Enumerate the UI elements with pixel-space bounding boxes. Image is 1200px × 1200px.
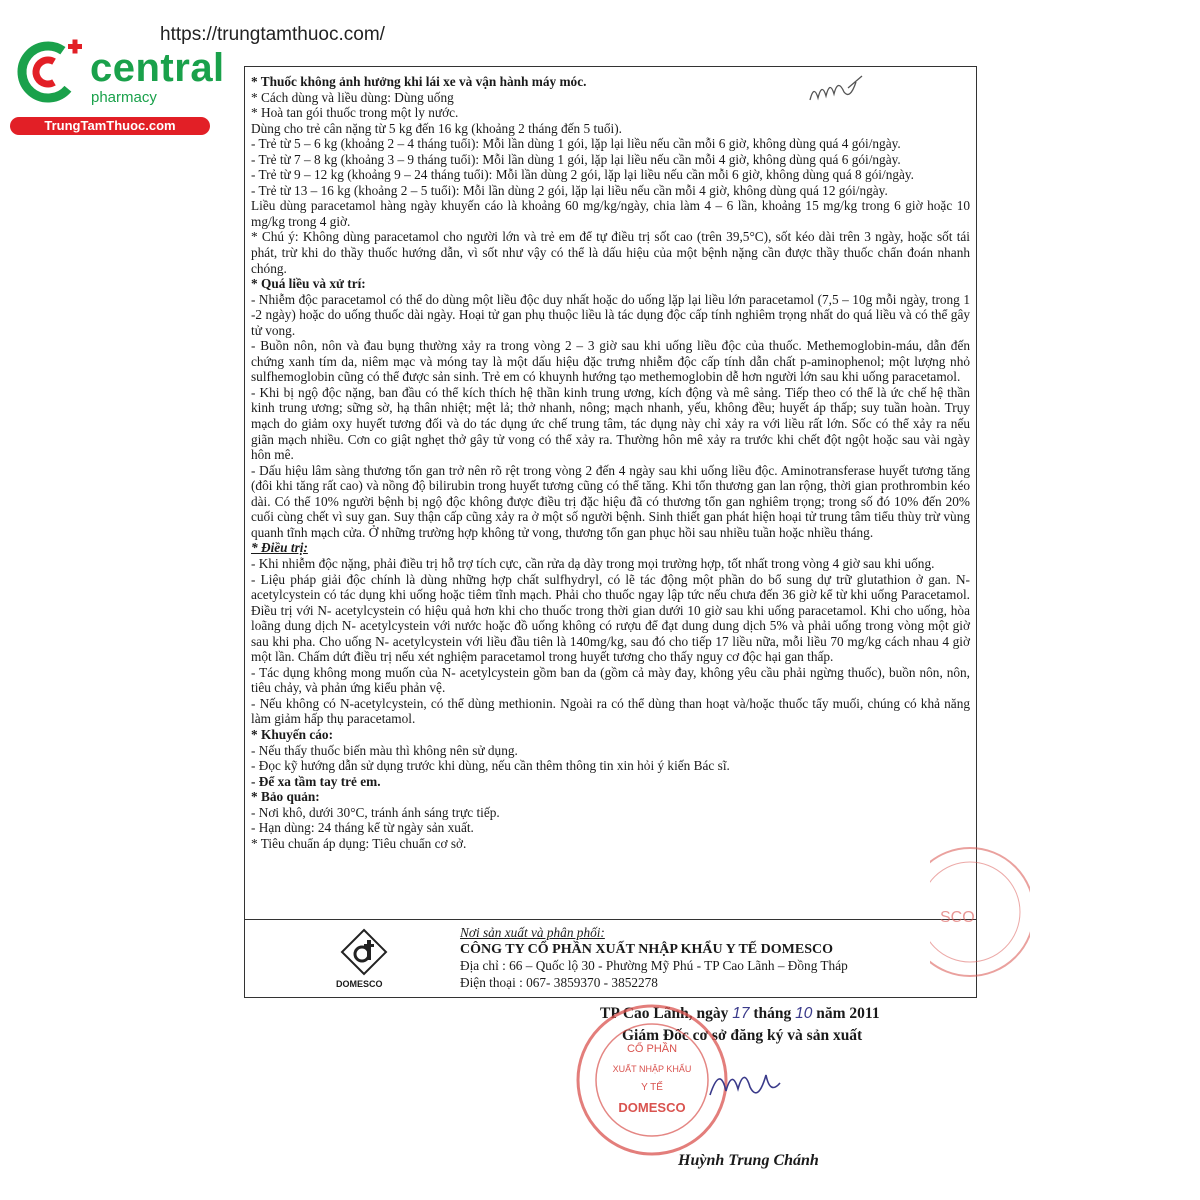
brand-subtitle: pharmacy [91, 89, 157, 106]
brand-site: TrungTamThuoc.com [10, 117, 210, 135]
doc-line: - Dấu hiệu lâm sàng thương tổn gan trở nên rõ rệt trong vòng 2 đến 4 ngày sau khi uống liều độc. Aminotransferase huyết tương tăng (đôi khi tăng rất cao) và nồng độ bilirubin trong huyết tương cũng có thể tăng. Khi tổn thương gan lan rộng, thời gian prothrombin kéo dài. Có thể 10% người bệnh bị ngộ độc không được điều trị đặc hiệu đã có thương tổn gan nghiêm trọng; trong số đó 10% đến 20% cuối cùng chết vì suy gan. Suy thận cấp cũng xảy ra ở một số người bệnh. Sinh thiết gan phát hiện hoại tử trung tâm tiểu thùy trừ vùng quanh tĩnh mạch cửa. Ở những trường hợp không tử vong, thương tổn gan phục hồi sau nhiều tuần hoặc nhiều tháng. [251, 462, 970, 540]
stamp-text: CỔ PHẦN [626, 1043, 678, 1055]
date-month: 10 [795, 1005, 813, 1022]
doc-line: * Bảo quản: [251, 789, 320, 805]
handwritten-signature [700, 1055, 810, 1115]
doc-line: - Khi nhiễm độc nặng, phải điều trị hỗ trợ tích cực, cần rửa dạ dày trong mọi trường hợp, tốt nhất trong vòng 4 giờ sau khi uống. [251, 555, 935, 571]
date-day: 17 [732, 1005, 750, 1022]
manufacturer-info [460, 925, 848, 991]
doc-line: - Liệu pháp giải độc chính là dùng những hợp chất sulfhydryl, có lẽ tác động một phần do bổ sung dự trữ glutathion ở gan. N-acetylcystein có tác dụng khi uống hoặc tiêm tĩnh mạch. Phải cho thuốc ngay lập tức nếu chưa đến 36 giờ kể từ khi uống Paracetamol. Điều trị với N- acetylcystein có hiệu quả hơn khi cho thuốc trong thời gian dưới 10 giờ sau khi uống paracetamol. Khi cho uống, hòa loãng dung dịch N- acetylcystein với nước hoặc đồ uống không có rượu để đạt dung dung dịch 5% và phải uống trong vòng một giờ sau khi pha. Cho uống N- acetylcystein với liều đầu tiên là 140mg/kg, sau đó cho tiếp 17 liều nữa, mỗi liều 70 mg/kg cách nhau 4 giờ một lần. Chấm dứt điều trị nếu xét nghiệm paracetamol trong huyết tương cho thấy nguy cơ độc hại gan thấp. [251, 571, 970, 665]
doc-line: * Thuốc không ảnh hưởng khi lái xe và vận hành máy móc. [251, 74, 587, 89]
doc-line: * Hoà tan gói thuốc trong một ly nước. [251, 105, 459, 121]
date-year: năm 2011 [816, 1005, 880, 1022]
stamp-text: Y TẾ [641, 1082, 663, 1093]
domesco-logo-icon [340, 928, 388, 976]
doc-line: - Buồn nôn, nôn và đau bụng thường xảy ra trong vòng 2 – 3 giờ sau khi uống liều độc của thuốc. Methemoglobin-máu, dẫn đến chứng xanh tím da, niêm mạc và móng tay là một dấu hiệu đặc trưng nhiễm độc cấp tính dẫn chất p-aminophenol; một lượng nhỏ sulfhemoglobin cũng có thể được sản sinh. Trẻ em có khuynh hướng tạo methemoglobin dễ hơn người lớn sau khi uống paracetamol. [251, 338, 970, 385]
doc-line: - Nơi khô, dưới 30°C, tránh ánh sáng trực tiếp. [251, 804, 500, 820]
doc-line: - Trẻ từ 9 – 12 kg (khoảng 9 – 24 tháng tuổi): Mỗi lần dùng 2 gói, lặp lại liều nếu cần mỗi 6 giờ, không dùng quá 8 gói/ngày. [251, 167, 915, 183]
partial-stamp-right [930, 830, 1030, 990]
manufacturer-label: Nơi sản xuất và phân phối: [460, 925, 605, 940]
signer-name: Huỳnh Trung Chánh [678, 1152, 819, 1169]
stamp-text: DOMESCO [618, 1100, 686, 1115]
doc-line: Liều dùng paracetamol hàng ngày khuyến cáo là khoảng 60 mg/kg/ngày, chia làm 4 – 6 lần, khoảng 15 mg/kg trong 6 giờ hoặc 10 mg/kg trong 4 giờ. [251, 198, 970, 229]
source-url[interactable]: https://trungtamthuoc.com/ [160, 24, 385, 45]
doc-line: - Trẻ từ 5 – 6 kg (khoảng 2 – 4 tháng tuổi): Mỗi lần dùng 1 gói, lặp lại liều nếu cần mỗi 6 giờ, không dùng quá 4 gói/ngày. [251, 136, 901, 152]
doc-line: * Điều trị: [251, 540, 308, 556]
company-address: Địa chỉ : 66 – Quốc lộ 30 - Phường Mỹ Phú - TP Cao Lãnh – Đồng Tháp [460, 958, 848, 973]
doc-line: - Hạn dùng: 24 tháng kể từ ngày sản xuất. [251, 820, 474, 836]
doc-line: - Tác dụng không mong muốn của N- acetylcystein gồm ban da (gồm cả mày đay, không yêu cầu phải ngừng thuốc), buồn nôn, nôn, tiêu chảy, và phản ứng kiểu phản vệ. [251, 664, 970, 696]
signer-title: Giám Đốc cơ sở đăng ký và sản xuất [622, 1027, 863, 1044]
stamp-text: XUẤT NHẬP KHẨU [612, 1064, 692, 1074]
doc-line: * Tiêu chuẩn áp dụng: Tiêu chuẩn cơ sở. [251, 835, 467, 851]
doc-line: * Khuyến cáo: [251, 726, 334, 742]
company-name: CÔNG TY CỔ PHẦN XUẤT NHẬP KHẨU Y TẾ DOMESCO [460, 941, 833, 957]
domesco-logo-text: DOMESCO [336, 979, 383, 989]
doc-line: - Trẻ từ 7 – 8 kg (khoảng 3 – 9 tháng tuổi): Mỗi lần dùng 1 gói, lặp lại liều nếu cần mỗi 4 giờ, không dùng quá 6 gói/ngày. [251, 151, 901, 167]
doc-line: Dùng cho trẻ cân nặng từ 5 kg đến 16 kg (khoảng 2 tháng đến 5 tuổi). [251, 120, 622, 136]
doc-line: - Đọc kỹ hướng dẫn sử dụng trước khi dùng, nếu cần thêm thông tin xin hỏi ý kiến Bác sĩ. [251, 758, 730, 774]
doc-line: - Khi bị ngộ độc nặng, ban đầu có thể kích thích hệ thần kinh trung ương, kích động và mê sảng. Tiếp theo có thể là ức chế hệ thần kinh trung ương; sững sờ, hạ thân nhiệt; mệt lả; thở nhanh, nông; mạch nhanh, yếu, không đều; huyết áp thấp; suy tuần hoàn. Trụy mạch do giảm oxy huyết tương đối và do tác dụng ức chế trung tâm, tác dụng này chỉ xảy ra với liều rất lớn. Sốc có thể xảy ra nếu giãn mạch nhiều. Cơn co giật nghẹt thở gây tử vong có thể xảy ra. Thường hôn mê xảy ra trước khi chết đột ngột hoặc sau vài ngày hôn mê. [251, 384, 970, 463]
doc-line: * Cách dùng và liều dùng: Dùng uống [251, 89, 454, 105]
brand-name: central [90, 46, 225, 90]
doc-line: - Nhiễm độc paracetamol có thể do dùng một liều độc duy nhất hoặc do uống lặp lại liều lớn paracetamol (7,5 – 10g mỗi ngày, trong 1 -2 ngày) hoặc do uống thuốc dài ngày. Hoại tử gan phụ thuộc liều là tác dụng độc cấp tính nghiêm trọng nhất do quá liều và có thể gây tử vong. [251, 291, 970, 338]
document-body [244, 66, 977, 920]
company-phone: Điện thoại : 067- 3859370 - 3852278 [460, 974, 658, 990]
date-prefix: TP Cao Lãnh, ngày [600, 1005, 729, 1022]
doc-line: * Quá liều và xử trí: [251, 276, 366, 292]
doc-line: - Nếu không có N-acetylcystein, có thể dùng methionin. Ngoài ra có thể dùng than hoạt và/hoặc thuốc tẩy muối, chúng có khả năng làm giảm hấp thụ paracetamol. [251, 695, 970, 727]
doc-line: - Để xa tầm tay trẻ em. [251, 773, 381, 789]
doc-line: - Nếu thấy thuốc biến màu thì không nên sử dụng. [251, 742, 518, 758]
doc-line: * Chú ý: Không dùng paracetamol cho người lớn và trẻ em để tự điều trị sốt cao (trên 39,5°C), sốt kéo dài trên 3 ngày, hoặc sốt tái phát, trừ khi do thầy thuốc hướng dẫn, vì sốt như vậy có thể là dấu hiệu của một bệnh nặng cần được thầy thuốc chẩn đoán nhanh chóng. [251, 229, 970, 276]
date-month-word: tháng [753, 1005, 792, 1022]
initials-mark [800, 70, 890, 115]
doc-line: - Trẻ từ 13 – 16 kg (khoảng 2 – 5 tuổi): Mỗi lần dùng 2 gói, lặp lại liều nếu cần mỗi 4 giờ, không dùng quá 12 gói/ngày. [251, 182, 888, 198]
svg-text:SCO: SCO [940, 909, 975, 926]
